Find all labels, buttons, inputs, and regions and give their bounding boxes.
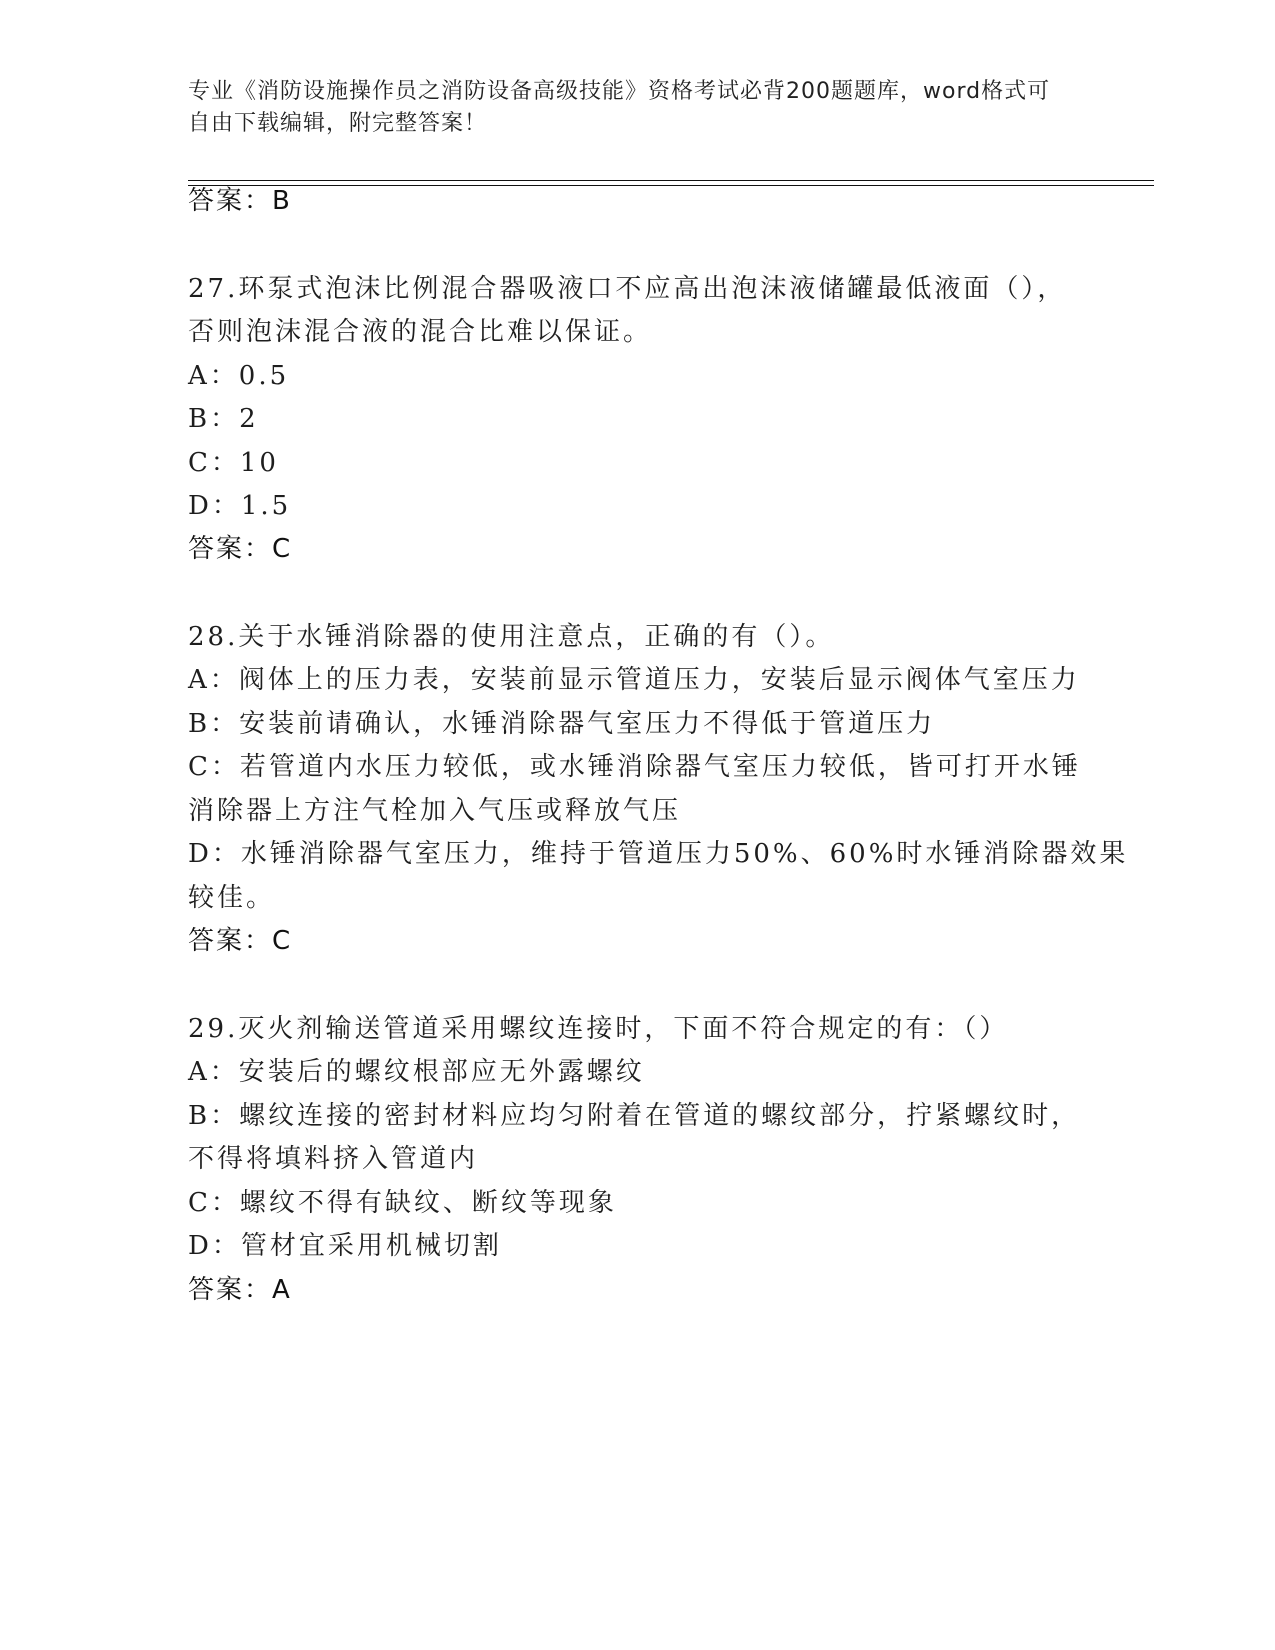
previous-answer: 答案：B (188, 186, 292, 216)
question-29-answer: 答案：A (188, 1275, 292, 1305)
header-rule-top (188, 180, 1154, 181)
question-28-stem: 28.关于水锤消除器的使用注意点，正确的有（）。 (188, 622, 835, 652)
question-27-option-d: D：1.5 (188, 491, 292, 521)
question-28-option-a: A：阀体上的压力表，安装前显示管道压力，安装后显示阀体气室压力 (188, 665, 1080, 695)
question-29-stem: 29.灭火剂输送管道采用螺纹连接时，下面不符合规定的有：（） (188, 1014, 1009, 1044)
question-28-option-d-continued: 较佳。 (188, 883, 276, 913)
question-29-option-b: B：螺纹连接的密封材料应均匀附着在管道的螺纹部分，拧紧螺纹时， (188, 1101, 1081, 1131)
header-rule-bottom (188, 185, 1154, 186)
question-27-stem-line-2: 否则泡沫混合液的混合比难以保证。 (188, 317, 653, 347)
question-27-answer: 答案：C (188, 534, 293, 564)
question-29-option-b-continued: 不得将填料挤入管道内 (188, 1144, 479, 1174)
question-27-stem-line-1: 27.环泵式泡沫比例混合器吸液口不应高出泡沫液储罐最低液面（）， (188, 274, 1067, 304)
question-27-option-c: C：10 (188, 448, 279, 478)
question-27-option-b: B：2 (188, 404, 259, 434)
question-29-option-a: A：安装后的螺纹根部应无外露螺纹 (188, 1057, 645, 1087)
question-27-option-a: A：0.5 (188, 361, 290, 391)
question-28-option-d: D：水锤消除器气室压力，维持于管道压力50%、60%时水锤消除器效果 (188, 839, 1129, 869)
question-28-answer: 答案：C (188, 926, 293, 956)
document-header: 专业《消防设施操作员之消防设备高级技能》资格考试必背200题题库，word格式可自由下载编辑，附完整答案！ (188, 79, 1051, 136)
question-28-option-c-continued: 消除器上方注气栓加入气压或释放气压 (188, 796, 682, 826)
question-28-option-c: C：若管道内水压力较低，或水锤消除器气室压力较低，皆可打开水锤 (188, 752, 1081, 782)
question-29-option-c: C：螺纹不得有缺纹、断纹等现象 (188, 1188, 617, 1218)
question-28-option-b: B：安装前请确认，水锤消除器气室压力不得低于管道压力 (188, 709, 936, 739)
question-29-option-d: D：管材宜采用机械切割 (188, 1231, 502, 1261)
